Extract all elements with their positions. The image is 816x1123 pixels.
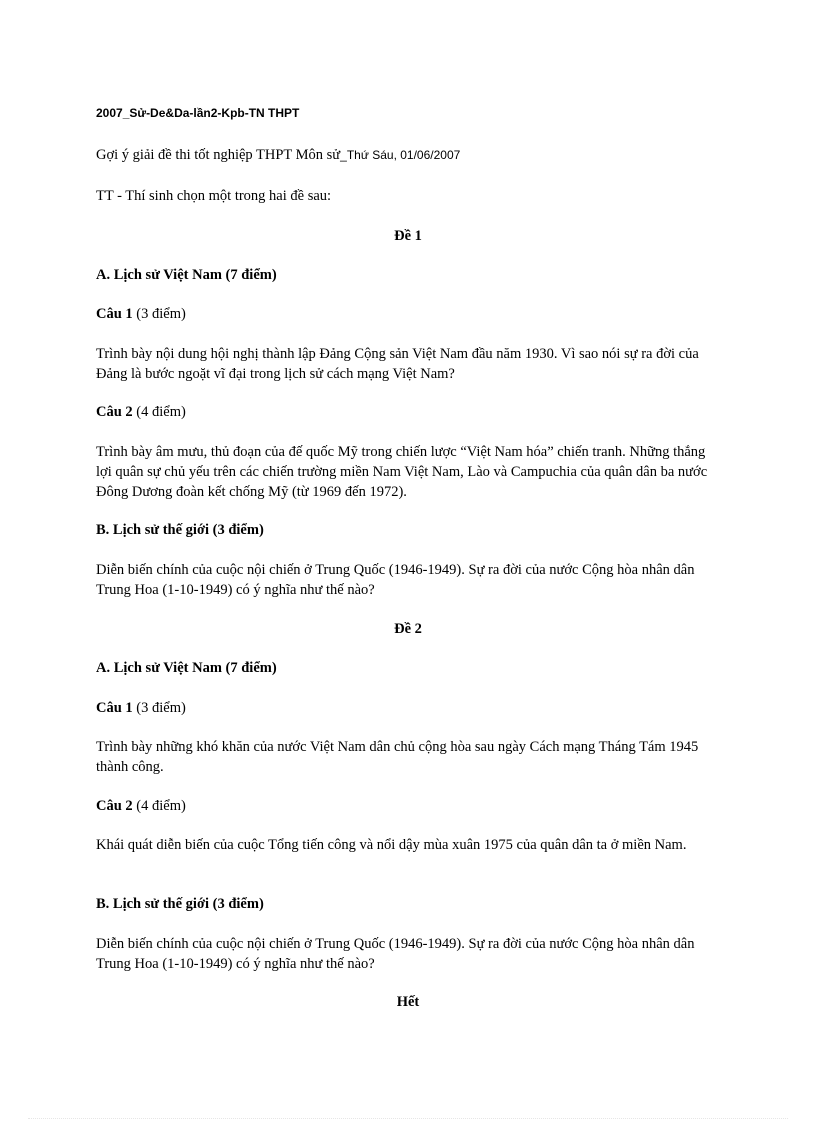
de2-part-a-heading: A. Lịch sử Việt Nam (7 điểm) [96, 660, 277, 676]
de2-q1-points: (3 điểm) [132, 700, 186, 716]
de2-q2-points: (4 điểm) [132, 798, 186, 814]
de1-q2-label: Câu 2 [96, 404, 133, 420]
de2-part-b-heading: B. Lịch sử thế giới (3 điểm) [96, 896, 264, 912]
de2-q2-title [96, 796, 720, 816]
de2-q1-text: Trình bày những khó khăn của nước Việt Nam dân chủ cộng hòa sau ngày Cách mạng Tháng Tám 1945 thành công. [96, 739, 699, 775]
de2-q2-text: Khái quát diễn biến của cuộc Tổng tiến công và nổi dậy mùa xuân 1975 của quân dân ta ở miền Nam. [96, 837, 687, 853]
de1-part-b-heading: B. Lịch sử thế giới (3 điểm) [96, 522, 264, 538]
intro-line [96, 145, 720, 165]
de1-q2-points: (4 điểm) [132, 404, 186, 420]
intro-date: _Thứ Sáu, 01/06/2007 [340, 148, 461, 162]
de2-heading: Đề 2 [394, 621, 422, 637]
de2-q1-label: Câu 1 [96, 700, 133, 716]
de1-heading: Đề 1 [394, 228, 422, 244]
de1-q2-text: Trình bày âm mưu, thủ đoạn của đế quốc Mỹ trong chiến lược “Việt Nam hóa” chiến tranh. Những thắng lợi quân sự chủ yếu trên các chiến trường miền Nam Việt Nam, Lào và Campuchia của quân dân ba nước Đông Dương đoàn kết chống Mỹ (từ 1969 đến 1972). [96, 444, 708, 500]
intro-main: Gợi ý giải đề thi tốt nghiệp THPT Môn sử [96, 147, 341, 163]
file-title: 2007_Sử-De&Da-lần2-Kpb-TN THPT [96, 106, 300, 120]
de2-q2-label: Câu 2 [96, 798, 133, 814]
page-bottom-divider [28, 1118, 788, 1119]
de2-q1-title [96, 698, 720, 718]
de1-q1-points: (3 điểm) [132, 306, 186, 322]
end-marker: Hết [396, 994, 420, 1010]
de1-part-a-heading: A. Lịch sử Việt Nam (7 điểm) [96, 267, 277, 283]
candidate-note: TT - Thí sinh chọn một trong hai đề sau: [96, 188, 332, 204]
de1-q1-title [96, 304, 720, 324]
de1-q2-title [96, 402, 720, 422]
de1-q1-label: Câu 1 [96, 306, 133, 322]
de1-q1-text: Trình bày nội dung hội nghị thành lập Đảng Cộng sản Việt Nam đầu năm 1930. Vì sao nói sự ra đời của Đảng là bước ngoặt vĩ đại trong lịch sử cách mạng Việt Nam? [96, 346, 699, 382]
de1-b-text: Diễn biến chính của cuộc nội chiến ở Trung Quốc (1946-1949). Sự ra đời của nước Cộng hòa nhân dân Trung Hoa (1-10-1949) có ý nghĩa như thế nào? [96, 562, 695, 598]
de2-b-text: Diễn biến chính của cuộc nội chiến ở Trung Quốc (1946-1949). Sự ra đời của nước Cộng hòa nhân dân Trung Hoa (1-10-1949) có ý nghĩa như thế nào? [96, 936, 695, 972]
